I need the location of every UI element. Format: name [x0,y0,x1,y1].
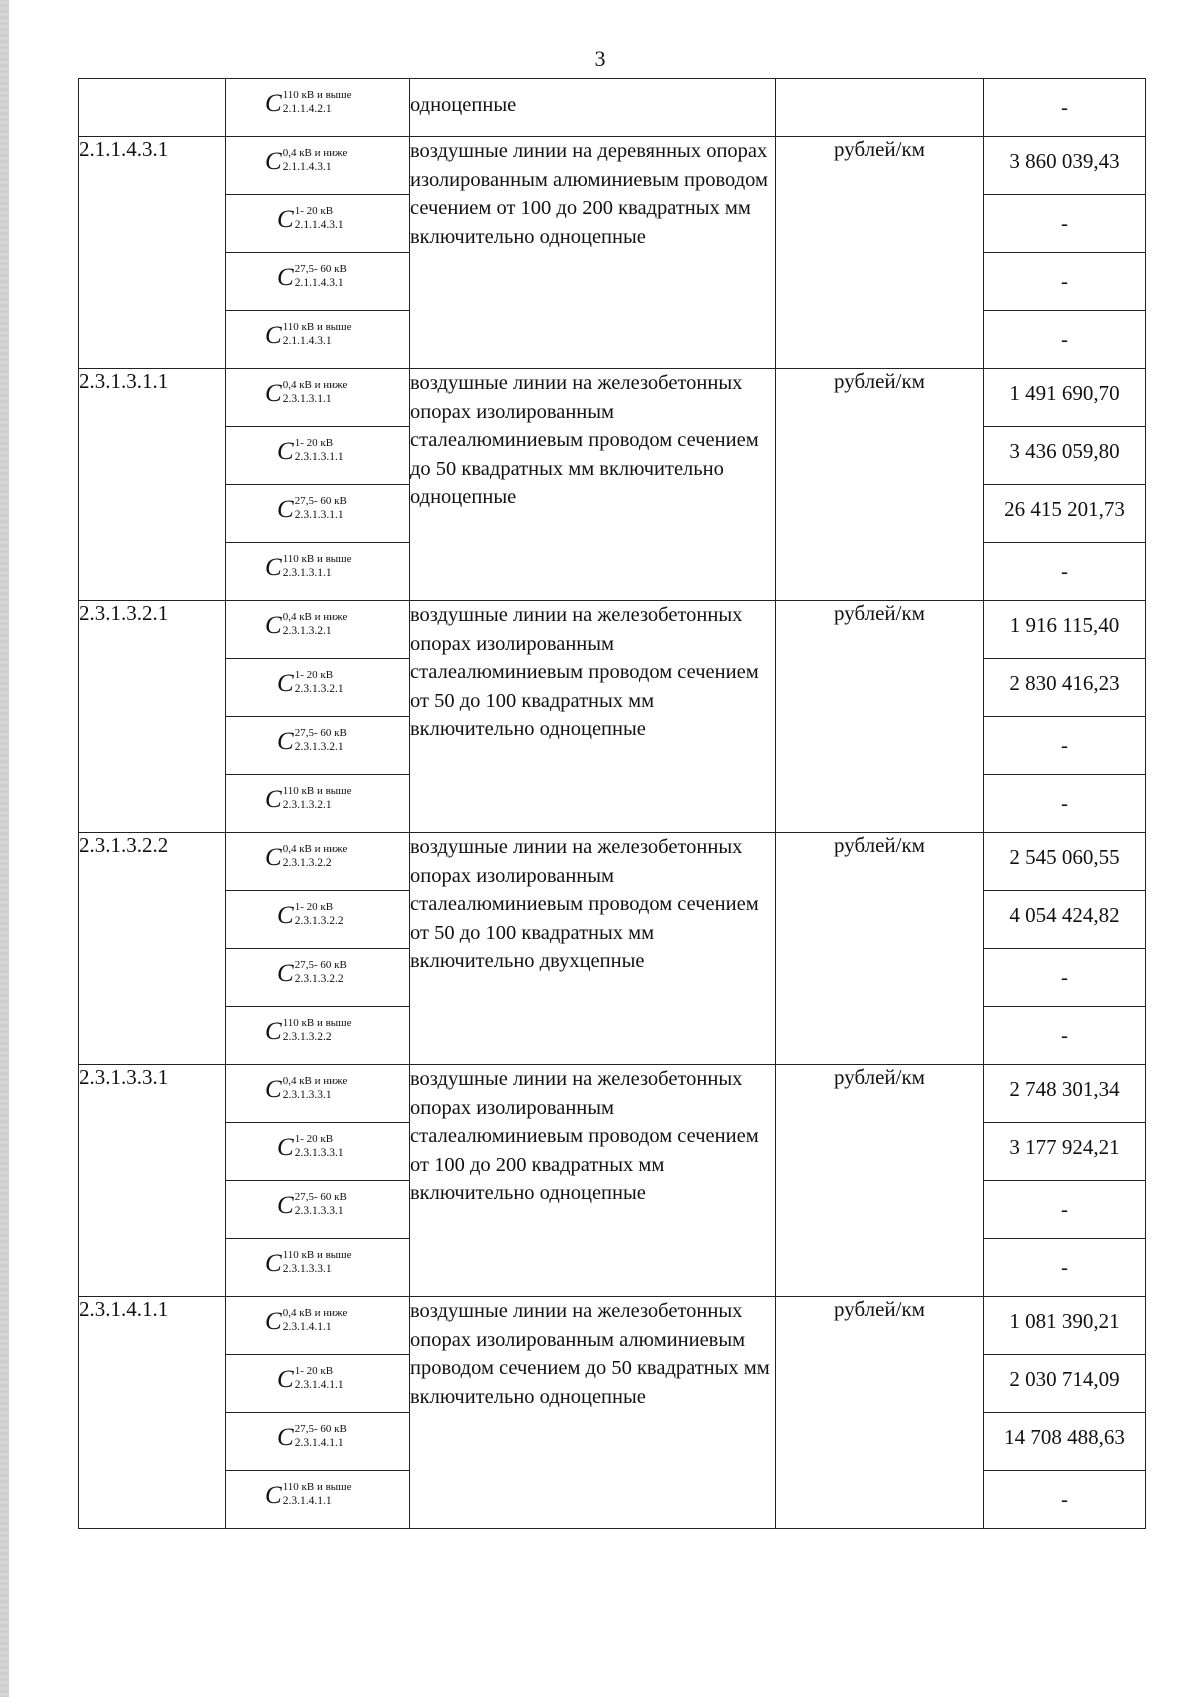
symbol-cell [226,1065,410,1123]
symbol-superscript: 1- 20 кВ [294,437,334,449]
symbol-letter: C [277,496,294,523]
value-text: 2 030 714,09 [1009,1367,1120,1391]
symbol-superscript: 27,5- 60 кВ [294,495,347,507]
value-text: 2 545 060,55 [1009,845,1120,869]
symbol-subscript: 2.3.1.4.1.1 [294,1379,344,1391]
symbol-cell [226,1007,410,1065]
code-cell: 2.3.1.3.1.1 [79,369,226,601]
symbol-letter: C [277,264,294,291]
symbol-superscript: 0,4 кВ и ниже [282,1075,348,1087]
value-cell [984,427,1146,485]
symbol-cell [226,1239,410,1297]
symbol-superscript: 110 кВ и выше [282,785,352,797]
value-cell [984,949,1146,1007]
symbol-superscript: 1- 20 кВ [294,669,334,681]
value-cell [984,485,1146,543]
rate-symbol [226,1239,409,1278]
symbol-cell [226,1413,410,1471]
value-text: 1 491 690,70 [1009,381,1120,405]
symbol-subscript: 2.3.1.3.2.1 [282,625,332,637]
symbol-superscript: 0,4 кВ и ниже [282,379,348,391]
symbol-subscript: 2.3.1.3.1.1 [282,567,332,579]
symbol-subscript: 2.3.1.3.2.1 [294,683,344,695]
value-text: - [1061,1197,1068,1221]
value-cell [984,833,1146,891]
symbol-superscript: 0,4 кВ и ниже [282,843,348,855]
value-cell [984,137,1146,195]
rate-symbol [226,833,409,872]
symbol-letter: C [265,844,282,871]
symbol-letter: C [277,1192,294,1219]
symbol-cell [226,79,410,137]
value-cell [984,891,1146,949]
symbol-letter: C [265,612,282,639]
symbol-superscript: 27,5- 60 кВ [294,1191,347,1203]
value-text: 3 436 059,80 [1009,439,1120,463]
symbol-subscript: 2.3.1.4.1.1 [282,1321,332,1333]
value-cell [984,601,1146,659]
description-cell: воздушные линии на железобетонных опорах изолированным алюминиевым проводом сечением до 50 квадратных мм включительно одноцепные [410,1297,776,1529]
symbol-letter: C [265,554,282,581]
symbol-letter: C [265,322,282,349]
symbol-superscript: 27,5- 60 кВ [294,727,347,739]
value-cell [984,311,1146,369]
rate-symbol [226,485,409,524]
value-cell [984,1413,1146,1471]
unit-cell: рублей/км [776,369,984,601]
symbol-subscript: 2.3.1.4.1.1 [282,1495,332,1507]
unit-cell: рублей/км [776,601,984,833]
symbol-subscript: 2.3.1.3.3.1 [294,1205,344,1217]
value-cell [984,79,1146,137]
symbol-letter: C [277,1366,294,1393]
symbol-subscript: 2.3.1.3.1.1 [294,509,344,521]
symbol-cell [226,601,410,659]
value-text: 3 177 924,21 [1009,1135,1120,1159]
value-cell [984,1065,1146,1123]
description-cell: одноцепные [410,79,776,137]
symbol-superscript: 110 кВ и выше [282,321,352,333]
symbol-cell [226,659,410,717]
symbol-subscript: 2.3.1.3.1.1 [282,393,332,405]
symbol-cell [226,833,410,891]
symbol-subscript: 2.3.1.4.1.1 [294,1437,344,1449]
symbol-cell [226,1123,410,1181]
value-text: 4 054 424,82 [1009,903,1120,927]
symbol-cell [226,1471,410,1529]
symbol-subscript: 2.3.1.3.2.2 [294,915,344,927]
table-row [79,1065,1146,1123]
value-cell [984,1181,1146,1239]
value-cell [984,1239,1146,1297]
description-cell: воздушные линии на железобетонных опорах изолированным сталеалюминиевым проводом сечением от 50 до 100 квадратных мм включительно одноцепные [410,601,776,833]
page-number: 3 [594,46,606,71]
rate-symbol [226,137,409,176]
symbol-subscript: 2.3.1.3.2.2 [294,973,344,985]
rate-symbol [226,1065,409,1104]
rate-symbol [226,1413,409,1452]
code-cell: 2.1.1.4.3.1 [79,137,226,369]
symbol-cell [226,1297,410,1355]
unit-cell: рублей/км [776,833,984,1065]
symbol-superscript: 0,4 кВ и ниже [282,1307,348,1319]
value-text: - [1061,791,1068,815]
symbol-superscript: 1- 20 кВ [294,901,334,913]
value-text: 1 916 115,40 [1009,613,1120,637]
rate-symbol [226,369,409,408]
symbol-superscript: 110 кВ и выше [282,1481,352,1493]
rate-symbol [226,601,409,640]
symbol-letter: C [277,206,294,233]
unit-cell: рублей/км [776,137,984,369]
value-cell [984,253,1146,311]
value-cell [984,543,1146,601]
symbol-cell [226,543,410,601]
symbol-letter: C [277,1134,294,1161]
rate-symbol [226,659,409,698]
symbol-superscript: 110 кВ и выше [282,89,352,101]
value-text: - [1061,559,1068,583]
symbol-cell [226,949,410,1007]
table-row [79,137,1146,195]
symbol-cell [226,137,410,195]
description-cell: воздушные линии на деревянных опорах изолированным алюминиевым проводом сечением от 100 до 200 квадратных мм включительно одноцепные [410,137,776,369]
table-row [79,833,1146,891]
rate-symbol [226,1297,409,1336]
symbol-cell [226,1181,410,1239]
symbol-superscript: 27,5- 60 кВ [294,1423,347,1435]
symbol-superscript: 1- 20 кВ [294,1365,334,1377]
value-text: 1 081 390,21 [1009,1309,1120,1333]
symbol-letter: C [277,438,294,465]
symbol-subscript: 2.3.1.3.2.2 [282,1031,332,1043]
symbol-letter: C [277,1424,294,1451]
symbol-letter: C [265,1308,282,1335]
rate-symbol [226,311,409,350]
symbol-cell [226,717,410,775]
value-cell [984,659,1146,717]
rate-symbol [226,427,409,466]
value-text: - [1061,1487,1068,1511]
value-cell [984,717,1146,775]
value-cell [984,1297,1146,1355]
code-cell: 2.3.1.3.3.1 [79,1065,226,1297]
symbol-subscript: 2.3.1.3.3.1 [282,1089,332,1101]
symbol-superscript: 1- 20 кВ [294,1133,334,1145]
rate-symbol [226,1007,409,1046]
symbol-cell [226,775,410,833]
symbol-superscript: 110 кВ и выше [282,553,352,565]
symbol-subscript: 2.3.1.3.3.1 [294,1147,344,1159]
unit-cell [776,79,984,137]
table-row [79,369,1146,427]
symbol-subscript: 2.1.1.4.3.1 [294,277,344,289]
rate-symbol [226,1471,409,1510]
symbol-letter: C [277,670,294,697]
value-text: - [1061,1023,1068,1047]
unit-cell: рублей/км [776,1065,984,1297]
table-row [79,601,1146,659]
rate-symbol [226,253,409,292]
symbol-letter: C [277,728,294,755]
symbol-subscript: 2.1.1.4.3.1 [294,219,344,231]
symbol-subscript: 2.3.1.3.2.1 [294,741,344,753]
rates-table [78,78,1146,1529]
value-cell [984,1471,1146,1529]
symbol-subscript: 2.3.1.3.3.1 [282,1263,332,1275]
symbol-superscript: 27,5- 60 кВ [294,263,347,275]
symbol-cell [226,891,410,949]
description-cell: воздушные линии на железобетонных опорах изолированным сталеалюминиевым проводом сечением от 50 до 100 квадратных мм включительно двухцепные [410,833,776,1065]
table-row-continuation [79,79,1146,137]
symbol-superscript: 0,4 кВ и ниже [282,147,348,159]
value-text: - [1061,95,1068,119]
code-cell: 2.3.1.4.1.1 [79,1297,226,1529]
symbol-superscript: 1- 20 кВ [294,205,334,217]
symbol-letter: C [265,1076,282,1103]
value-cell [984,195,1146,253]
symbol-subscript: 2.3.1.3.1.1 [294,451,344,463]
code-cell: 2.3.1.3.2.2 [79,833,226,1065]
symbol-superscript: 0,4 кВ и ниже [282,611,348,623]
symbol-letter: C [265,786,282,813]
symbol-cell [226,485,410,543]
symbol-letter: C [277,960,294,987]
value-cell [984,1123,1146,1181]
table-body [79,79,1146,1529]
value-cell [984,1007,1146,1065]
symbol-letter: C [265,90,282,117]
rate-symbol [226,543,409,582]
value-text: 2 748 301,34 [1009,1077,1120,1101]
symbol-letter: C [265,1018,282,1045]
scan-edge-shadow [0,0,9,1697]
symbol-subscript: 2.1.1.4.3.1 [282,335,332,347]
symbol-cell [226,427,410,485]
rate-symbol [226,79,409,118]
symbol-letter: C [265,1250,282,1277]
value-text: - [1061,965,1068,989]
value-text: - [1061,733,1068,757]
rate-symbol [226,891,409,930]
symbol-letter: C [265,148,282,175]
symbol-letter: C [277,902,294,929]
symbol-superscript: 110 кВ и выше [282,1017,352,1029]
rate-symbol [226,1181,409,1220]
value-text: - [1061,1255,1068,1279]
symbol-superscript: 27,5- 60 кВ [294,959,347,971]
symbol-subscript: 2.1.1.4.3.1 [282,161,332,173]
table-row [79,1297,1146,1355]
code-cell: 2.3.1.3.2.1 [79,601,226,833]
symbol-letter: C [265,1482,282,1509]
rate-symbol [226,1355,409,1394]
value-cell [984,775,1146,833]
symbol-subscript: 2.3.1.3.2.2 [282,857,332,869]
symbol-cell [226,195,410,253]
symbol-subscript: 2.1.1.4.2.1 [282,103,332,115]
value-text: 26 415 201,73 [1004,497,1125,521]
value-cell [984,1355,1146,1413]
rate-symbol [226,949,409,988]
value-text: 14 708 488,63 [1004,1425,1125,1449]
value-text: 2 830 416,23 [1009,671,1120,695]
value-text: - [1061,327,1068,351]
symbol-superscript: 110 кВ и выше [282,1249,352,1261]
symbol-subscript: 2.3.1.3.2.1 [282,799,332,811]
symbol-cell [226,311,410,369]
symbol-cell [226,1355,410,1413]
code-cell [79,79,226,137]
description-cell: воздушные линии на железобетонных опорах изолированным сталеалюминиевым проводом сечением до 50 квадратных мм включительно одноцепные [410,369,776,601]
rate-symbol [226,775,409,814]
rate-symbol [226,1123,409,1162]
value-text: 3 860 039,43 [1009,149,1120,173]
symbol-cell [226,253,410,311]
rate-symbol [226,195,409,234]
description-cell: воздушные линии на железобетонных опорах изолированным сталеалюминиевым проводом сечением от 100 до 200 квадратных мм включительно одноцепные [410,1065,776,1297]
unit-cell: рублей/км [776,1297,984,1529]
value-text: - [1061,211,1068,235]
symbol-cell [226,369,410,427]
value-cell [984,369,1146,427]
value-text: - [1061,269,1068,293]
symbol-letter: C [265,380,282,407]
rate-symbol [226,717,409,756]
